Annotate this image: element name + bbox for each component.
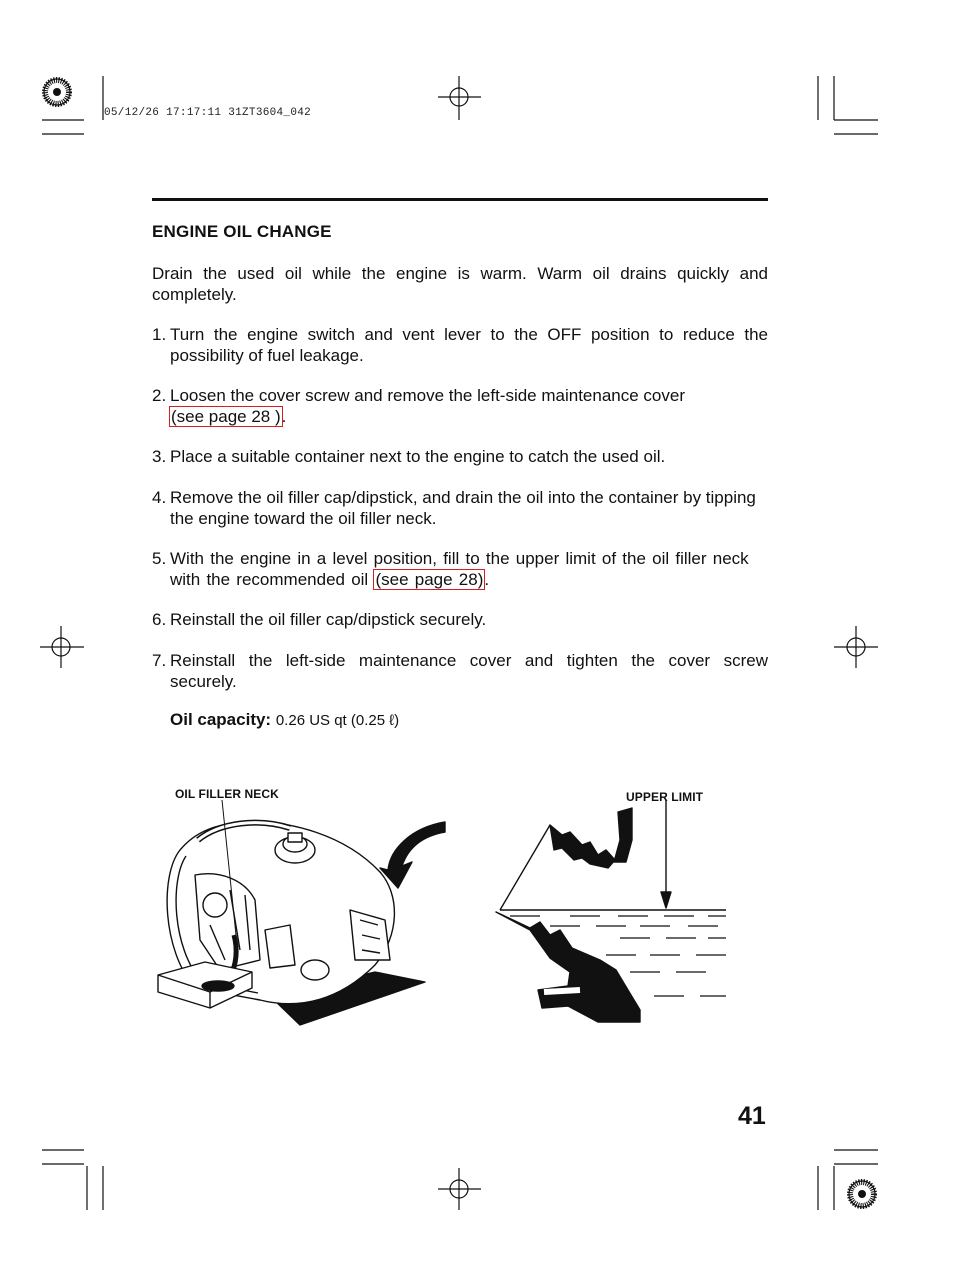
- oil-capacity: [170, 710, 399, 730]
- step-text: Remove the oil filler cap/dipstick, and drain the oil into the container by tipping the engine toward the oil filler neck.: [170, 488, 756, 528]
- step-text: Reinstall the oil filler cap/dipstick securely.: [170, 610, 487, 629]
- step-punctuation: .: [484, 569, 490, 589]
- step-6: [152, 610, 768, 631]
- step-text: Loosen the cover screw and remove the left-side maintenance cover: [170, 386, 685, 405]
- oil-drain-illustration: [150, 800, 450, 1035]
- step-2: [152, 386, 768, 427]
- step-number: 2.: [152, 386, 167, 405]
- page-reference-link[interactable]: (see page 28 ): [171, 406, 281, 426]
- step-number: 3.: [152, 447, 167, 466]
- upper-limit-label: UPPER LIMIT: [626, 790, 704, 804]
- step-text: With the engine in a level position, fill to the upper limit of the oil filler neck with the recommended oil: [170, 549, 749, 589]
- page-number: 41: [738, 1102, 766, 1130]
- step-text: Place a suitable container next to the engine to catch the used oil.: [170, 447, 666, 466]
- oil-capacity-label: Oil capacity:: [170, 710, 272, 729]
- section-heading: ENGINE OIL CHANGE: [152, 222, 332, 241]
- step-number: 4.: [152, 488, 167, 507]
- step-5: [152, 549, 768, 590]
- step-text: Turn the engine switch and vent lever to the OFF position to reduce the possibility of fuel leakage.: [170, 325, 768, 365]
- step-punctuation: .: [281, 406, 287, 426]
- step-1: [152, 325, 768, 366]
- oil-capacity-value: 0.26 US qt (0.25 ℓ): [275, 712, 400, 729]
- step-number: 7.: [152, 651, 167, 670]
- step-7: [152, 651, 768, 692]
- step-3: [152, 447, 768, 468]
- upper-limit-illustration: [490, 800, 730, 1030]
- print-stamp: 05/12/26 17:17:11 31ZT3604_042: [104, 107, 312, 119]
- step-number: 6.: [152, 610, 167, 629]
- step-4: [152, 488, 768, 529]
- step-text: Reinstall the left-side maintenance cover and tighten the cover screw securely.: [170, 651, 768, 691]
- intro-paragraph: Drain the used oil while the engine is warm. Warm oil drains quickly and completely.: [152, 264, 768, 304]
- oil-filler-neck-label: OIL FILLER NECK: [175, 787, 279, 801]
- step-number: 5.: [152, 549, 167, 568]
- page-reference-link[interactable]: (see page 28): [375, 569, 484, 589]
- step-number: 1.: [152, 325, 167, 344]
- top-rule: [152, 198, 768, 201]
